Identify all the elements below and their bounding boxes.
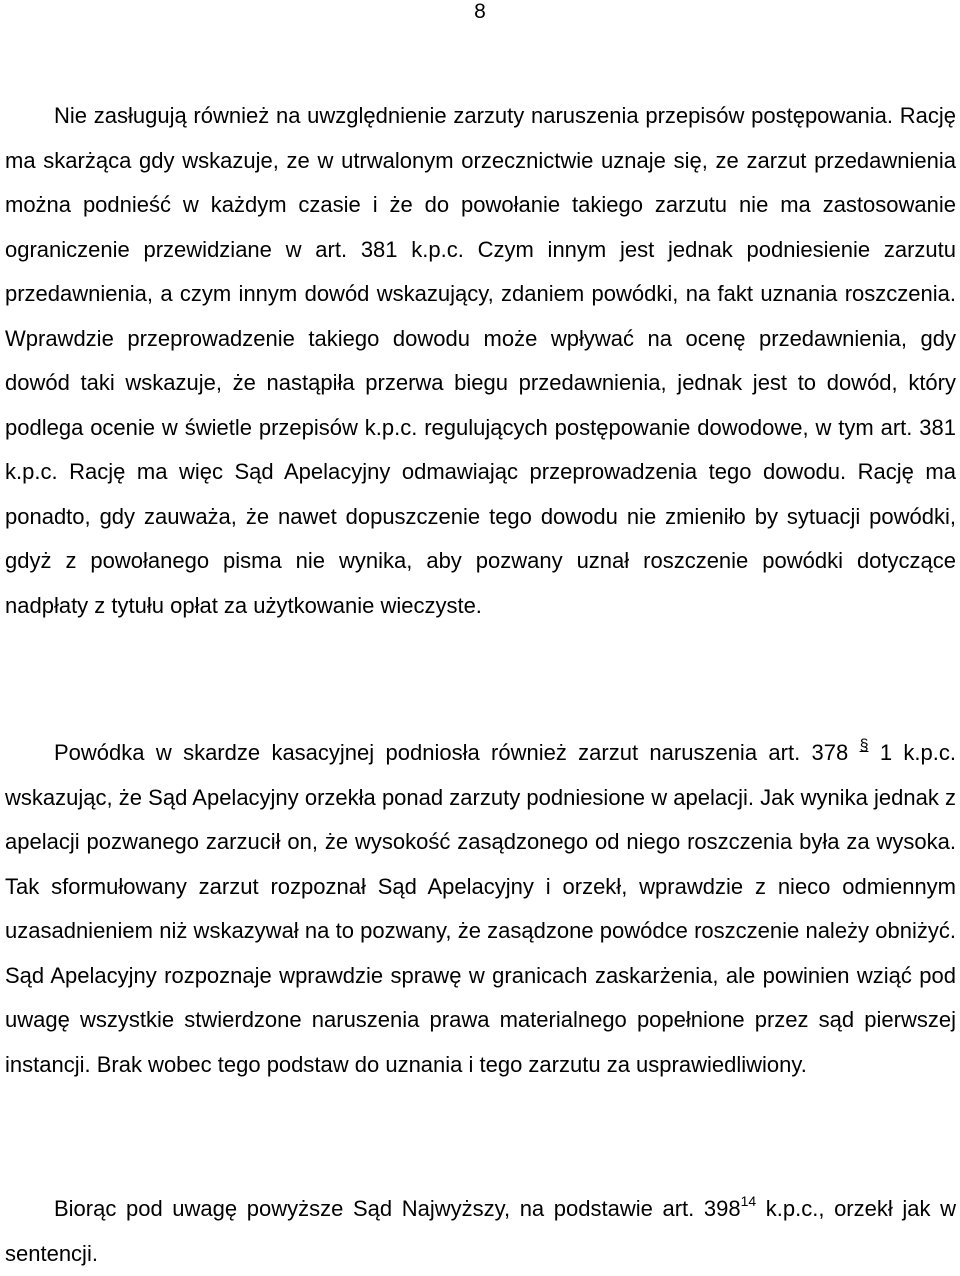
paragraph-2 [5,731,956,1087]
page-number: 8 [474,0,486,23]
paragraph-2-text-after: 1 k.p.c. wskazując, że Sąd Apelacyjny orzekła ponad zarzuty podniesione w apelacji. Jak wynika jednak z apelacji pozwanego zarzucił on, że wysokość zasądzonego od niego roszczenia była za wysoka. Tak sformułowany zarzut rozpoznał Sąd Apelacyjny i orzekł, wprawdzie z nieco odmiennym uzasadnieniem niż wskazywał na to pozwany, że zasądzone powódce roszczenie należy obniżyć. Sąd Apelacyjny rozpoznaje wprawdzie sprawę w granicach zaskarżenia, ale powinien wziąć pod uwagę wszystkie stwierdzone naruszenia prawa materialnego popełnione przez sąd pierwszej instancji. Brak wobec tego podstaw do uznania i tego zarzutu za usprawiedliwiony. [5,740,956,1077]
paragraph-1 [5,94,956,628]
paragraph-3-text-after: k.p.c., orzekł jak w sentencji. [5,1196,956,1266]
paragraph-2-text-before: Powódka w skardze kasacyjnej podniosła również zarzut naruszenia art. 378 [54,740,849,765]
paragraph-3-text-before: Biorąc pod uwagę powyższe Sąd Najwyższy, na podstawie art. 398 [54,1196,741,1221]
paragraph-2-section-mark: § [859,737,869,754]
paragraph-3 [5,1187,956,1276]
paragraph-3-superscript: 14 [740,1193,757,1209]
paragraph-1-text: Nie zasługują również na uwzględnienie zarzuty naruszenia przepisów postępowania. Rację ma skarżąca gdy wskazuje, ze w utrwalonym orzecznictwie uznaje się, ze zarzut przedawnienia można podnieść w każdym czasie i że do powołanie takiego zarzutu nie ma zastosowanie ograniczenie przewidziane w art. 381 k.p.c. Czym innym jest jednak podniesienie zarzutu przedawnienia, a czym innym dowód wskazujący, zdaniem powódki, na fakt uznania roszczenia. Wprawdzie przeprowadzenie takiego dowodu może wpływać na ocenę przedawnienia, gdy dowód taki wskazuje, że nastąpiła przerwa biegu przedawnienia, jednak jest to dowód, który podlega ocenie w świetle przepisów k.p.c. regulujących postępowanie dowodowe, w tym art. 381 k.p.c. Rację ma więc Sąd Apelacyjny odmawiając przeprowadzenia tego dowodu. Rację ma ponadto, gdy zauważa, że nawet dopuszczenie tego dowodu nie zmieniło by sytuacji powódki, gdyż z powołanego pisma nie wynika, aby pozwany uznał roszczenie powódki dotyczące nadpłaty z tytułu opłat za użytkowanie wieczyste. [5,103,956,618]
